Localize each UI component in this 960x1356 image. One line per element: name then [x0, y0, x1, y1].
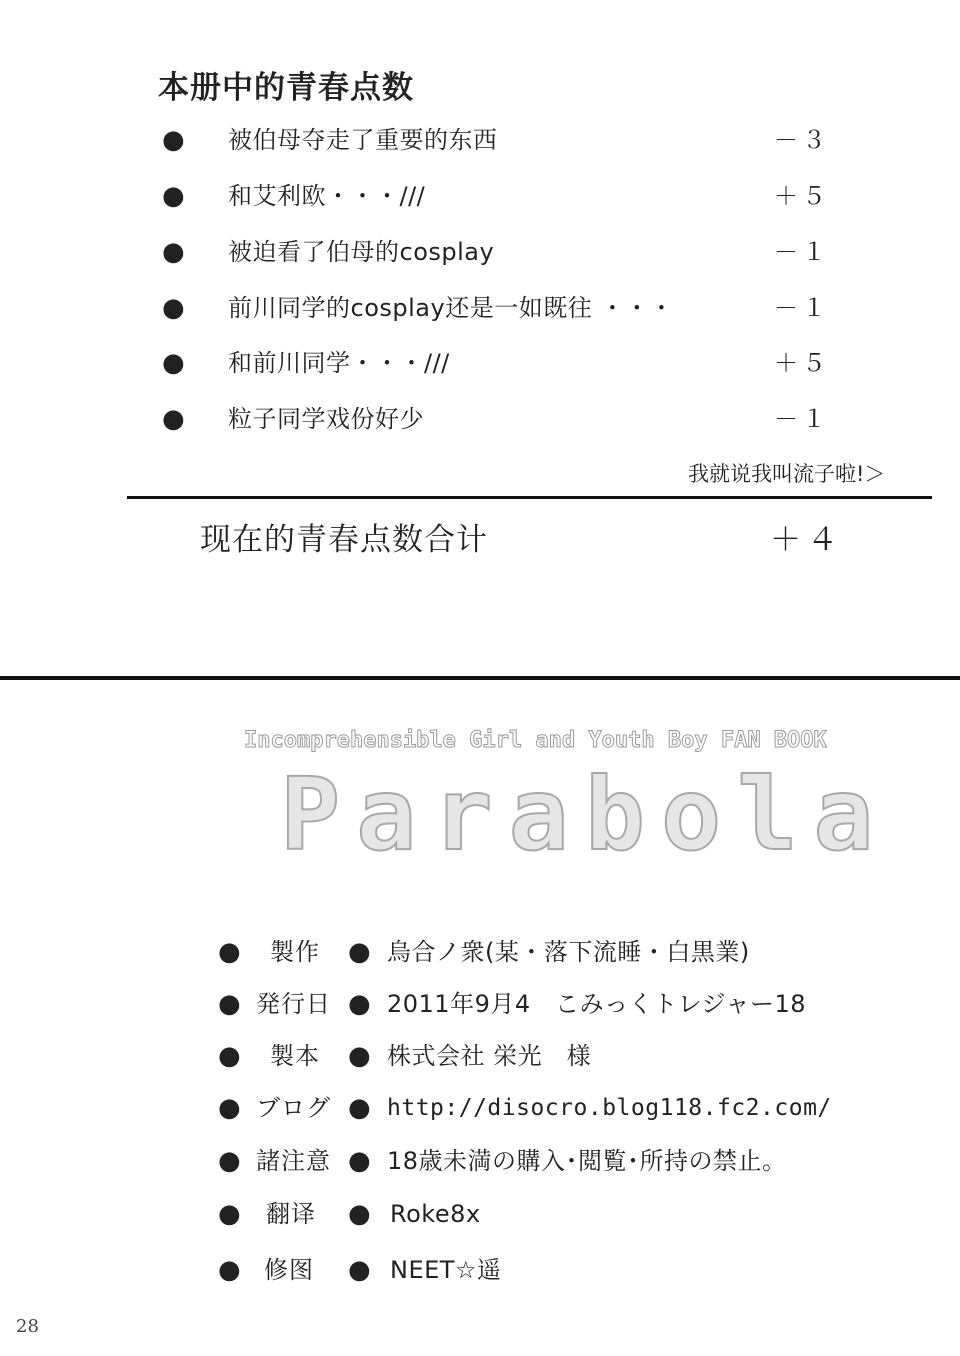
bullet: ●	[348, 1146, 371, 1176]
item-text: 前川同学的cosplay还是一如既往 ・・・	[228, 294, 674, 322]
item-text: 被伯母夺走了重要的东西	[228, 126, 498, 154]
bullet: ●	[162, 181, 185, 211]
item-text: 被迫看了伯母的cosplay	[228, 238, 495, 266]
item-text: 和前川同学・・・///	[228, 349, 450, 377]
credit-value: 2011年9月4 こみっくトレジャー18	[387, 990, 807, 1018]
bullet: ●	[162, 404, 185, 434]
credit-value: 18歳未満の購入･閲覧･所持の禁止。	[387, 1147, 787, 1175]
bullet: ●	[218, 1093, 241, 1123]
bullet: ●	[348, 1093, 371, 1123]
item-text: 粒子同学戏份好少	[228, 405, 424, 433]
credit-label: 翻译	[266, 1200, 316, 1228]
item-score: －１	[774, 294, 830, 322]
bullet: ●	[162, 125, 185, 155]
aside-remark: 我就说我叫流子啦!＞	[688, 462, 886, 486]
credit-label: ブログ	[256, 1094, 331, 1122]
bullet: ●	[348, 1041, 371, 1071]
blog-link[interactable]: http://disocro.blog118.fc2.com/	[387, 1095, 832, 1121]
total-value: ＋４	[770, 522, 844, 558]
credit-value: 株式会社 栄光 様	[387, 1042, 592, 1070]
divider	[127, 496, 932, 499]
bullet: ●	[218, 1146, 241, 1176]
item-score: ＋５	[774, 349, 830, 377]
bullet: ●	[348, 1255, 371, 1285]
item-score: －１	[774, 238, 830, 266]
item-score: －１	[774, 405, 830, 433]
total-label: 现在的青春点数合计	[200, 522, 488, 558]
section-divider	[0, 676, 960, 680]
credit-label: 製作	[270, 938, 320, 966]
credit-label: 製本	[270, 1042, 320, 1070]
bullet: ●	[218, 1199, 241, 1229]
logo-subtitle: Incomprehensible Girl and Youth Boy FAN BOOK	[244, 728, 827, 753]
credit-value: Roke8x	[390, 1200, 481, 1228]
bullet: ●	[162, 293, 185, 323]
page-number: 28	[16, 1316, 39, 1337]
bullet: ●	[218, 989, 241, 1019]
section-title: 本册中的青春点数	[158, 70, 414, 106]
credit-value: NEET☆遥	[390, 1256, 502, 1284]
bullet: ●	[218, 1041, 241, 1071]
bullet: ●	[218, 937, 241, 967]
item-score: ＋５	[774, 182, 830, 210]
logo-title: Parabola	[280, 756, 890, 873]
credit-label: 発行日	[256, 990, 331, 1018]
item-text: 和艾利欧・・・///	[228, 182, 426, 210]
credit-value: 烏合ノ衆(某・落下流睡・白黒業)	[387, 938, 750, 966]
bullet: ●	[348, 937, 371, 967]
bullet: ●	[218, 1255, 241, 1285]
bullet: ●	[348, 989, 371, 1019]
bullet: ●	[348, 1199, 371, 1229]
bullet: ●	[162, 237, 185, 267]
item-score: －３	[774, 126, 830, 154]
credit-label: 修图	[264, 1256, 314, 1284]
credit-label: 諸注意	[256, 1147, 331, 1175]
bullet: ●	[162, 348, 185, 378]
